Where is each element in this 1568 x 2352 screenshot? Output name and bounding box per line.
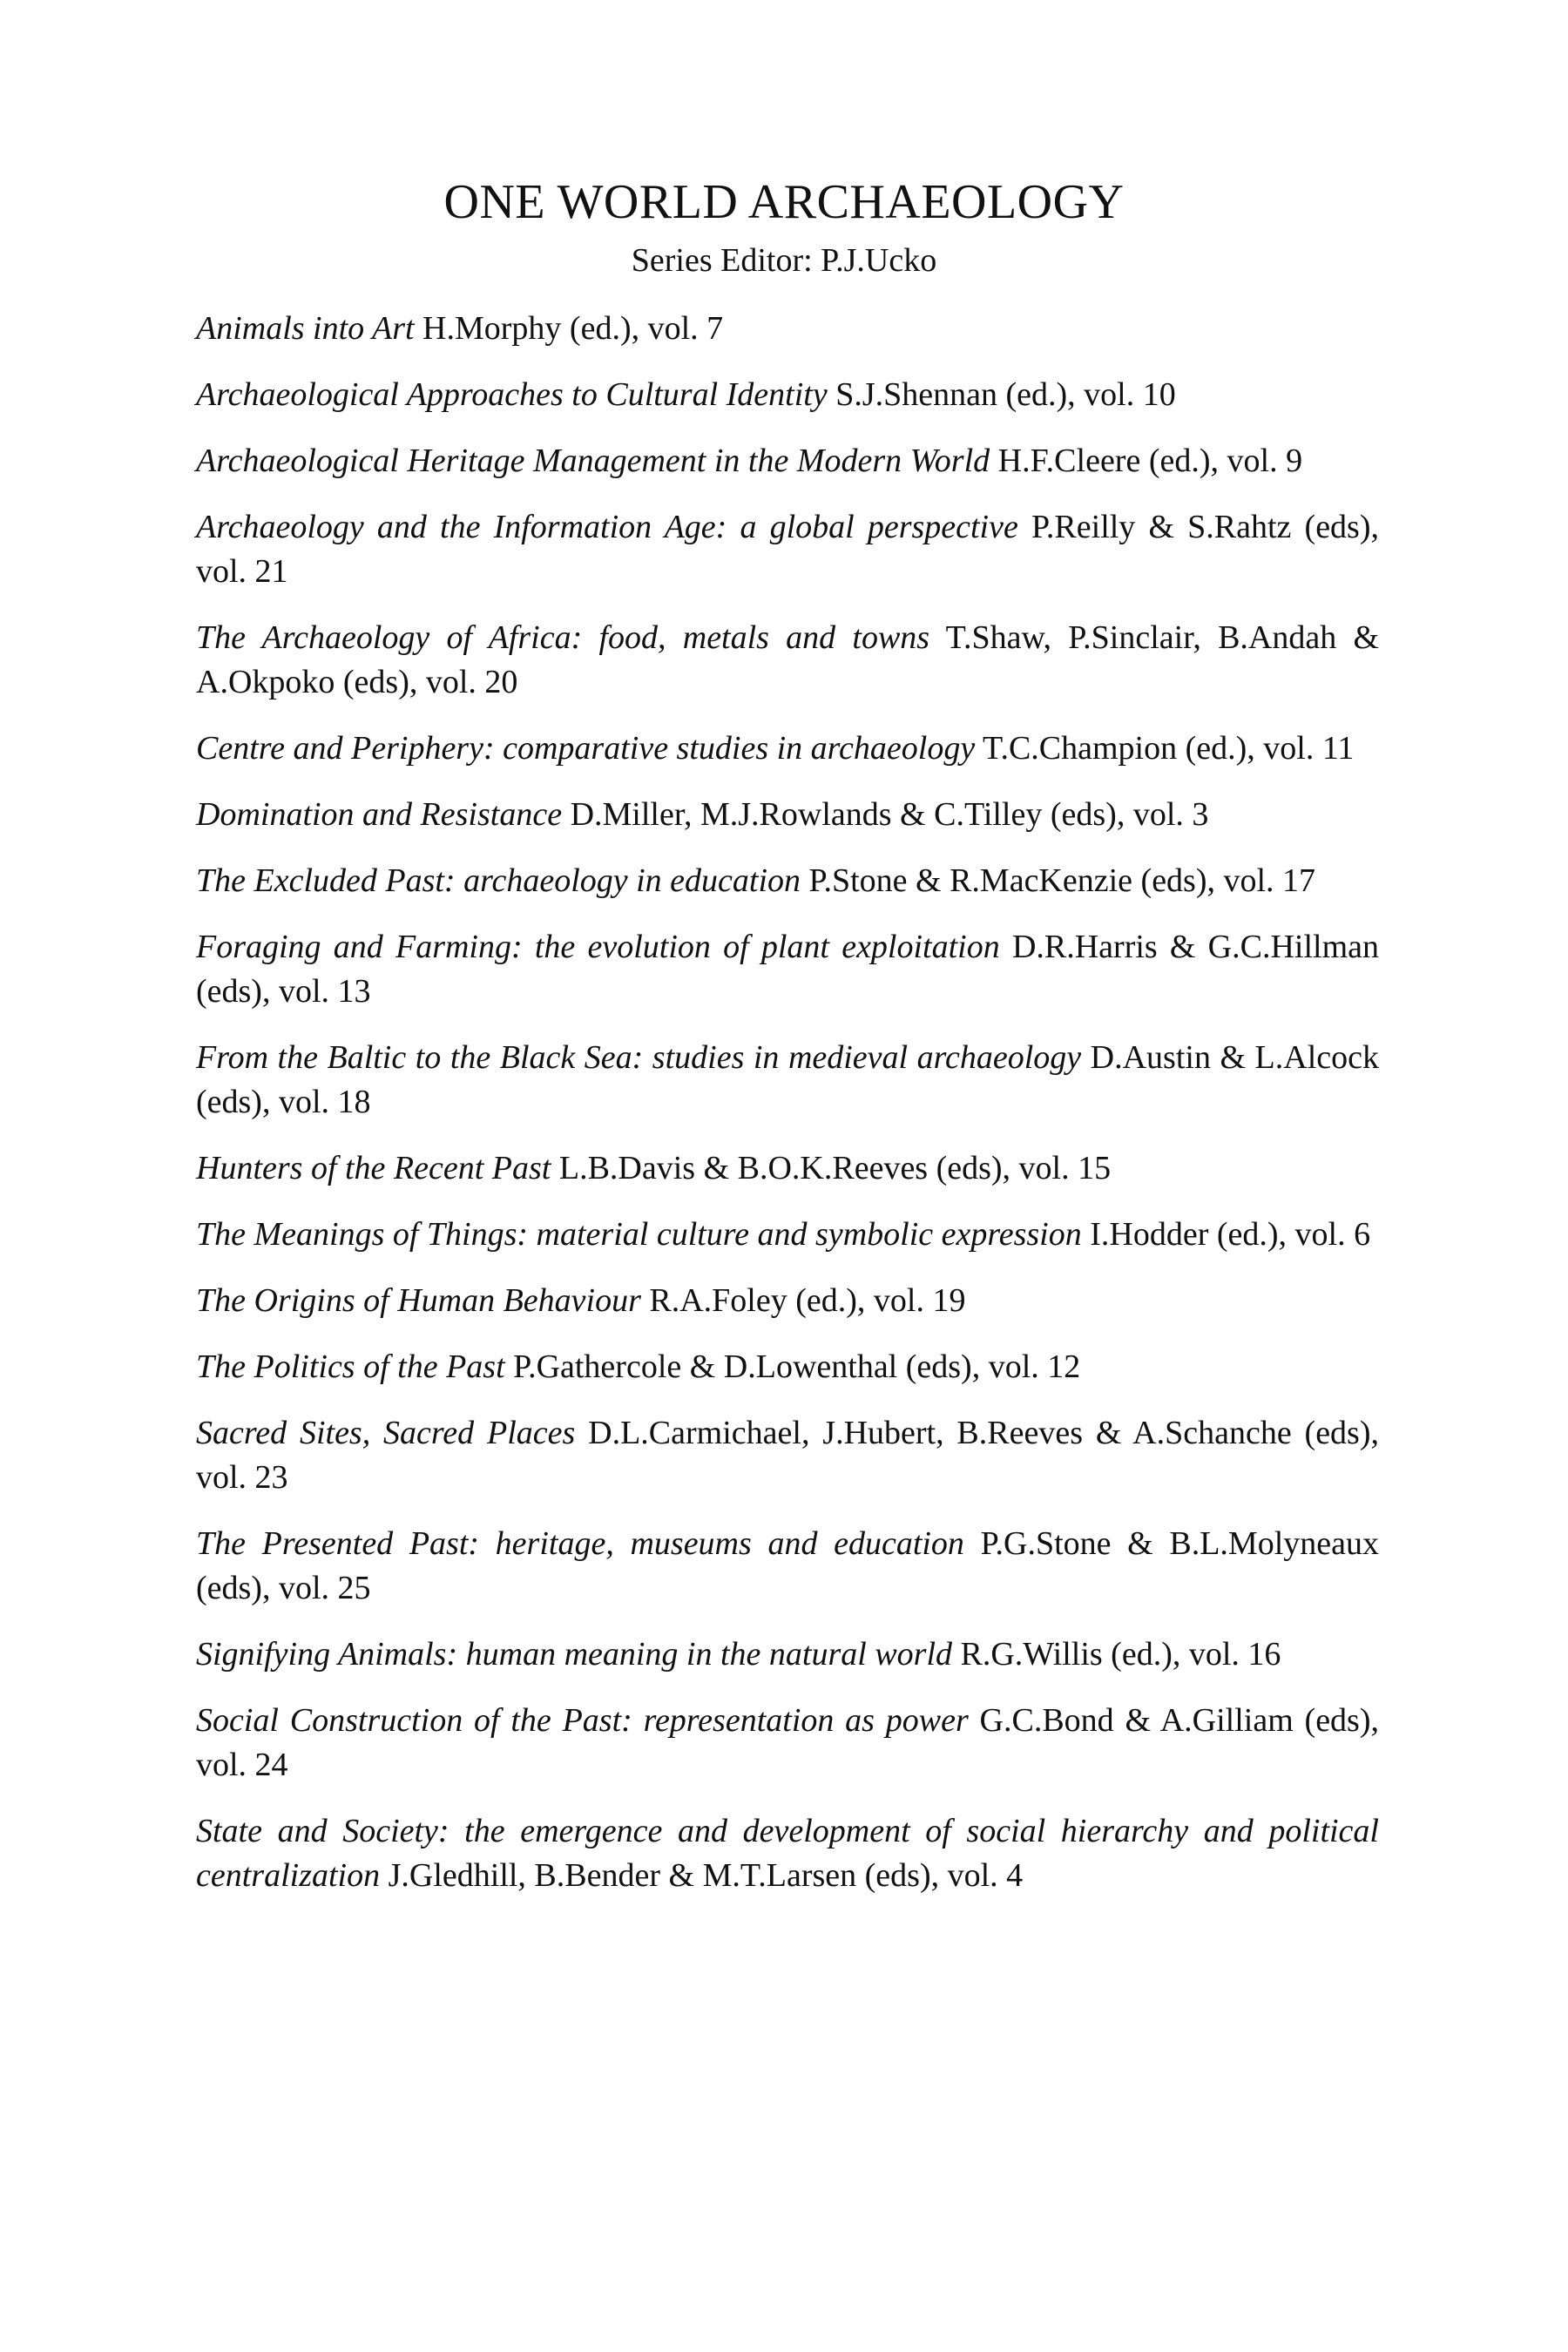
volume-title: Domination and Resistance <box>196 796 563 833</box>
volume-details: T.C.Champion (ed.), vol. 11 <box>983 730 1355 767</box>
volume-title: Archaeology and the Information Age: a global perspective <box>196 509 1018 545</box>
volume-entry <box>196 859 1379 903</box>
volume-title: Sacred Sites, Sacred Places <box>196 1415 576 1451</box>
volume-details: P.Reilly & S.Rahtz (eds), vol. 21 <box>196 509 1379 590</box>
volume-entry <box>196 1809 1379 1898</box>
volume-entry <box>196 925 1379 1014</box>
series-title: ONE WORLD ARCHAEOLOGY <box>443 175 1125 229</box>
volume-details: P.Stone & R.MacKenzie (eds), vol. 17 <box>808 862 1316 899</box>
volume-title: Archaeological Heritage Management in the Modern World <box>196 443 990 479</box>
volume-entry <box>196 1279 1379 1323</box>
volume-details: D.R.Harris & G.C.Hillman (eds), vol. 13 <box>196 929 1380 1010</box>
volume-details: G.C.Bond & A.Gilliam (eds), vol. 24 <box>196 1702 1380 1783</box>
volume-details: D.L.Carmichael, J.Hubert, B.Reeves & A.Schanche (eds), vol. 23 <box>196 1415 1380 1496</box>
volume-title: Hunters of the Recent Past <box>196 1150 551 1186</box>
volume-title: The Origins of Human Behaviour <box>196 1282 641 1319</box>
volume-title: Animals into Art <box>196 310 415 347</box>
volume-title: From the Baltic to the Black Sea: studies in medieval archaeology <box>196 1039 1082 1076</box>
volume-title: The Politics of the Past <box>196 1348 505 1385</box>
volume-entry <box>196 1699 1379 1788</box>
volume-details: P.G.Stone & B.L.Molyneaux (eds), vol. 25 <box>196 1525 1380 1606</box>
volume-entry <box>196 1411 1379 1500</box>
volume-title: Centre and Periphery: comparative studies in archaeology <box>196 730 976 767</box>
volume-entry <box>196 373 1379 417</box>
volume-entry <box>196 1213 1379 1257</box>
volume-title: Social Construction of the Past: representation as power <box>196 1702 969 1739</box>
volume-details: R.G.Willis (ed.), vol. 16 <box>960 1636 1281 1673</box>
volume-details: R.A.Foley (ed.), vol. 19 <box>649 1282 966 1319</box>
volume-details: L.B.Davis & B.O.K.Reeves (eds), vol. 15 <box>558 1150 1112 1186</box>
volume-entry <box>196 439 1379 483</box>
volume-title: Signifying Animals: human meaning in the natural world <box>196 1636 953 1673</box>
volume-title: The Presented Past: heritage, museums and education <box>196 1525 964 1562</box>
volume-details: T.Shaw, P.Sinclair, B.Andah & A.Okpoko (eds), vol. 20 <box>196 619 1380 700</box>
series-volume-list <box>196 307 1379 1920</box>
volume-details: H.F.Cleere (ed.), vol. 9 <box>997 443 1303 479</box>
volume-entry <box>196 1632 1379 1677</box>
volume-details: S.J.Shennan (ed.), vol. 10 <box>835 376 1176 413</box>
volume-title: The Meanings of Things: material culture and symbolic expression <box>196 1216 1082 1253</box>
volume-entry <box>196 505 1379 594</box>
volume-entry <box>196 1146 1379 1191</box>
volume-title: The Excluded Past: archaeology in education <box>196 862 801 899</box>
volume-title: State and Society: the emergence and development of social hierarchy and political centralization <box>196 1813 1379 1894</box>
volume-details: P.Gathercole & D.Lowenthal (eds), vol. 12 <box>513 1348 1081 1385</box>
volume-entry <box>196 1345 1379 1389</box>
volume-entry <box>196 793 1379 837</box>
series-editor: Series Editor: P.J.Ucko <box>631 242 937 279</box>
volume-details: I.Hodder (ed.), vol. 6 <box>1090 1216 1371 1253</box>
volume-entry <box>196 1522 1379 1611</box>
volume-entry <box>196 1036 1379 1125</box>
volume-entry <box>196 616 1379 705</box>
volume-details: J.Gledhill, B.Bender & M.T.Larsen (eds), vol. 4 <box>388 1857 1024 1894</box>
volume-title: Archaeological Approaches to Cultural Identity <box>196 376 828 413</box>
volume-details: H.Morphy (ed.), vol. 7 <box>422 310 724 347</box>
volume-entry <box>196 727 1379 771</box>
volume-entry <box>196 307 1379 351</box>
volume-title: Foraging and Farming: the evolution of plant exploitation <box>196 929 1000 965</box>
volume-details: D.Austin & L.Alcock (eds), vol. 18 <box>196 1039 1379 1120</box>
volume-title: The Archaeology of Africa: food, metals and towns <box>196 619 930 656</box>
volume-details: D.Miller, M.J.Rowlands & C.Tilley (eds), vol. 3 <box>570 796 1209 833</box>
